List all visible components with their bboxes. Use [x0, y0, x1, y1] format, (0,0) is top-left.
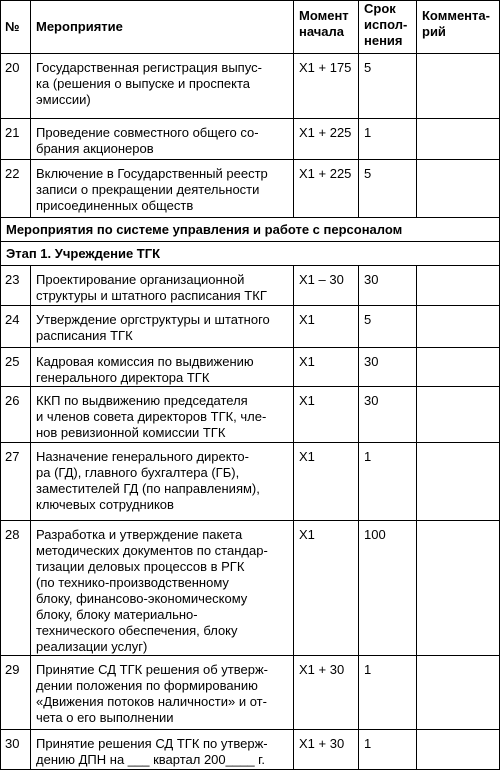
row-comment: [417, 443, 500, 521]
table-row: [1, 521, 500, 656]
row-start: X1: [294, 521, 359, 656]
row-number: 28: [1, 521, 31, 656]
row-duration: 5: [359, 160, 417, 218]
table-row: [1, 160, 500, 218]
row-number: 20: [1, 54, 31, 119]
section-heading: Мероприятия по системе управления и работе с персоналом: [1, 218, 500, 242]
row-comment: [417, 119, 500, 160]
row-number: 30: [1, 730, 31, 770]
row-number: 22: [1, 160, 31, 218]
row-comment: [417, 387, 500, 443]
row-number: 25: [1, 348, 31, 387]
table-header-row: [1, 1, 500, 54]
row-duration: 100: [359, 521, 417, 656]
row-event: Проведение совместного общего со- брания акционеров: [31, 119, 294, 160]
header-comment: Коммента- рий: [417, 1, 500, 54]
stage-heading: Этап 1. Учреждение ТГК: [1, 242, 500, 266]
row-comment: [417, 266, 500, 306]
row-start: X1: [294, 387, 359, 443]
row-event: Принятие СД ТГК решения об утверж- дении положения по формированию «Движения потоков наличности» и от- чета о его выполнении: [31, 656, 294, 730]
row-event: Разработка и утверждение пакета методических документов по стандар- тизации деловых процессов в РГК (по технико-производственному блоку, финансово-экономическому блоку, блоку материально- технического обеспечения, блоку реализации услуг): [31, 521, 294, 656]
table-row: [1, 306, 500, 348]
row-duration: 5: [359, 306, 417, 348]
table-row: [1, 387, 500, 443]
row-start: X1 – 30: [294, 266, 359, 306]
row-event: Государственная регистрация выпус- ка (решения о выпуске и проспекта эмиссии): [31, 54, 294, 119]
row-start: X1 + 30: [294, 730, 359, 770]
row-start: X1: [294, 443, 359, 521]
row-start: X1 + 30: [294, 656, 359, 730]
row-comment: [417, 656, 500, 730]
table-row: [1, 443, 500, 521]
table-row: [1, 656, 500, 730]
row-comment: [417, 160, 500, 218]
row-start: X1: [294, 348, 359, 387]
row-comment: [417, 54, 500, 119]
row-event: Включение в Государственный реестр записи о прекращении деятельности присоединенных обществ: [31, 160, 294, 218]
row-comment: [417, 306, 500, 348]
row-event: Кадровая комиссия по выдвижению генерального директора ТГК: [31, 348, 294, 387]
row-event: ККП по выдвижению председателя и членов совета директоров ТГК, чле- нов ревизионной комиссии ТГК: [31, 387, 294, 443]
stage-row: [1, 242, 500, 266]
table-row: [1, 119, 500, 160]
table-row: [1, 54, 500, 119]
section-row: [1, 218, 500, 242]
row-start: X1 + 175: [294, 54, 359, 119]
row-duration: 5: [359, 54, 417, 119]
row-number: 27: [1, 443, 31, 521]
row-comment: [417, 348, 500, 387]
table-row: [1, 266, 500, 306]
row-duration: 1: [359, 656, 417, 730]
row-event: Назначение генерального директо- ра (ГД), главного бухгалтера (ГБ), заместителей ГД (по направлениям), ключевых сотрудников: [31, 443, 294, 521]
row-number: 24: [1, 306, 31, 348]
header-number: №: [1, 1, 31, 54]
row-comment: [417, 521, 500, 656]
row-number: 29: [1, 656, 31, 730]
header-duration: Срок испол- нения: [359, 1, 417, 54]
row-start: X1: [294, 306, 359, 348]
row-duration: 30: [359, 387, 417, 443]
row-start: X1 + 225: [294, 119, 359, 160]
row-number: 21: [1, 119, 31, 160]
header-event: Мероприятие: [31, 1, 294, 54]
row-duration: 1: [359, 119, 417, 160]
row-start: X1 + 225: [294, 160, 359, 218]
row-comment: [417, 730, 500, 770]
row-duration: 1: [359, 443, 417, 521]
row-duration: 1: [359, 730, 417, 770]
table-row: [1, 348, 500, 387]
header-start: Момент начала: [294, 1, 359, 54]
row-event: Принятие решения СД ТГК по утверж- дению ДПН на ___ квартал 200____ г.: [31, 730, 294, 770]
row-duration: 30: [359, 348, 417, 387]
row-event: Утверждение оргструктуры и штатного расписания ТГК: [31, 306, 294, 348]
row-duration: 30: [359, 266, 417, 306]
row-number: 26: [1, 387, 31, 443]
row-number: 23: [1, 266, 31, 306]
table-row: [1, 730, 500, 770]
row-event: Проектирование организационной структуры и штатного расписания ТКГ: [31, 266, 294, 306]
